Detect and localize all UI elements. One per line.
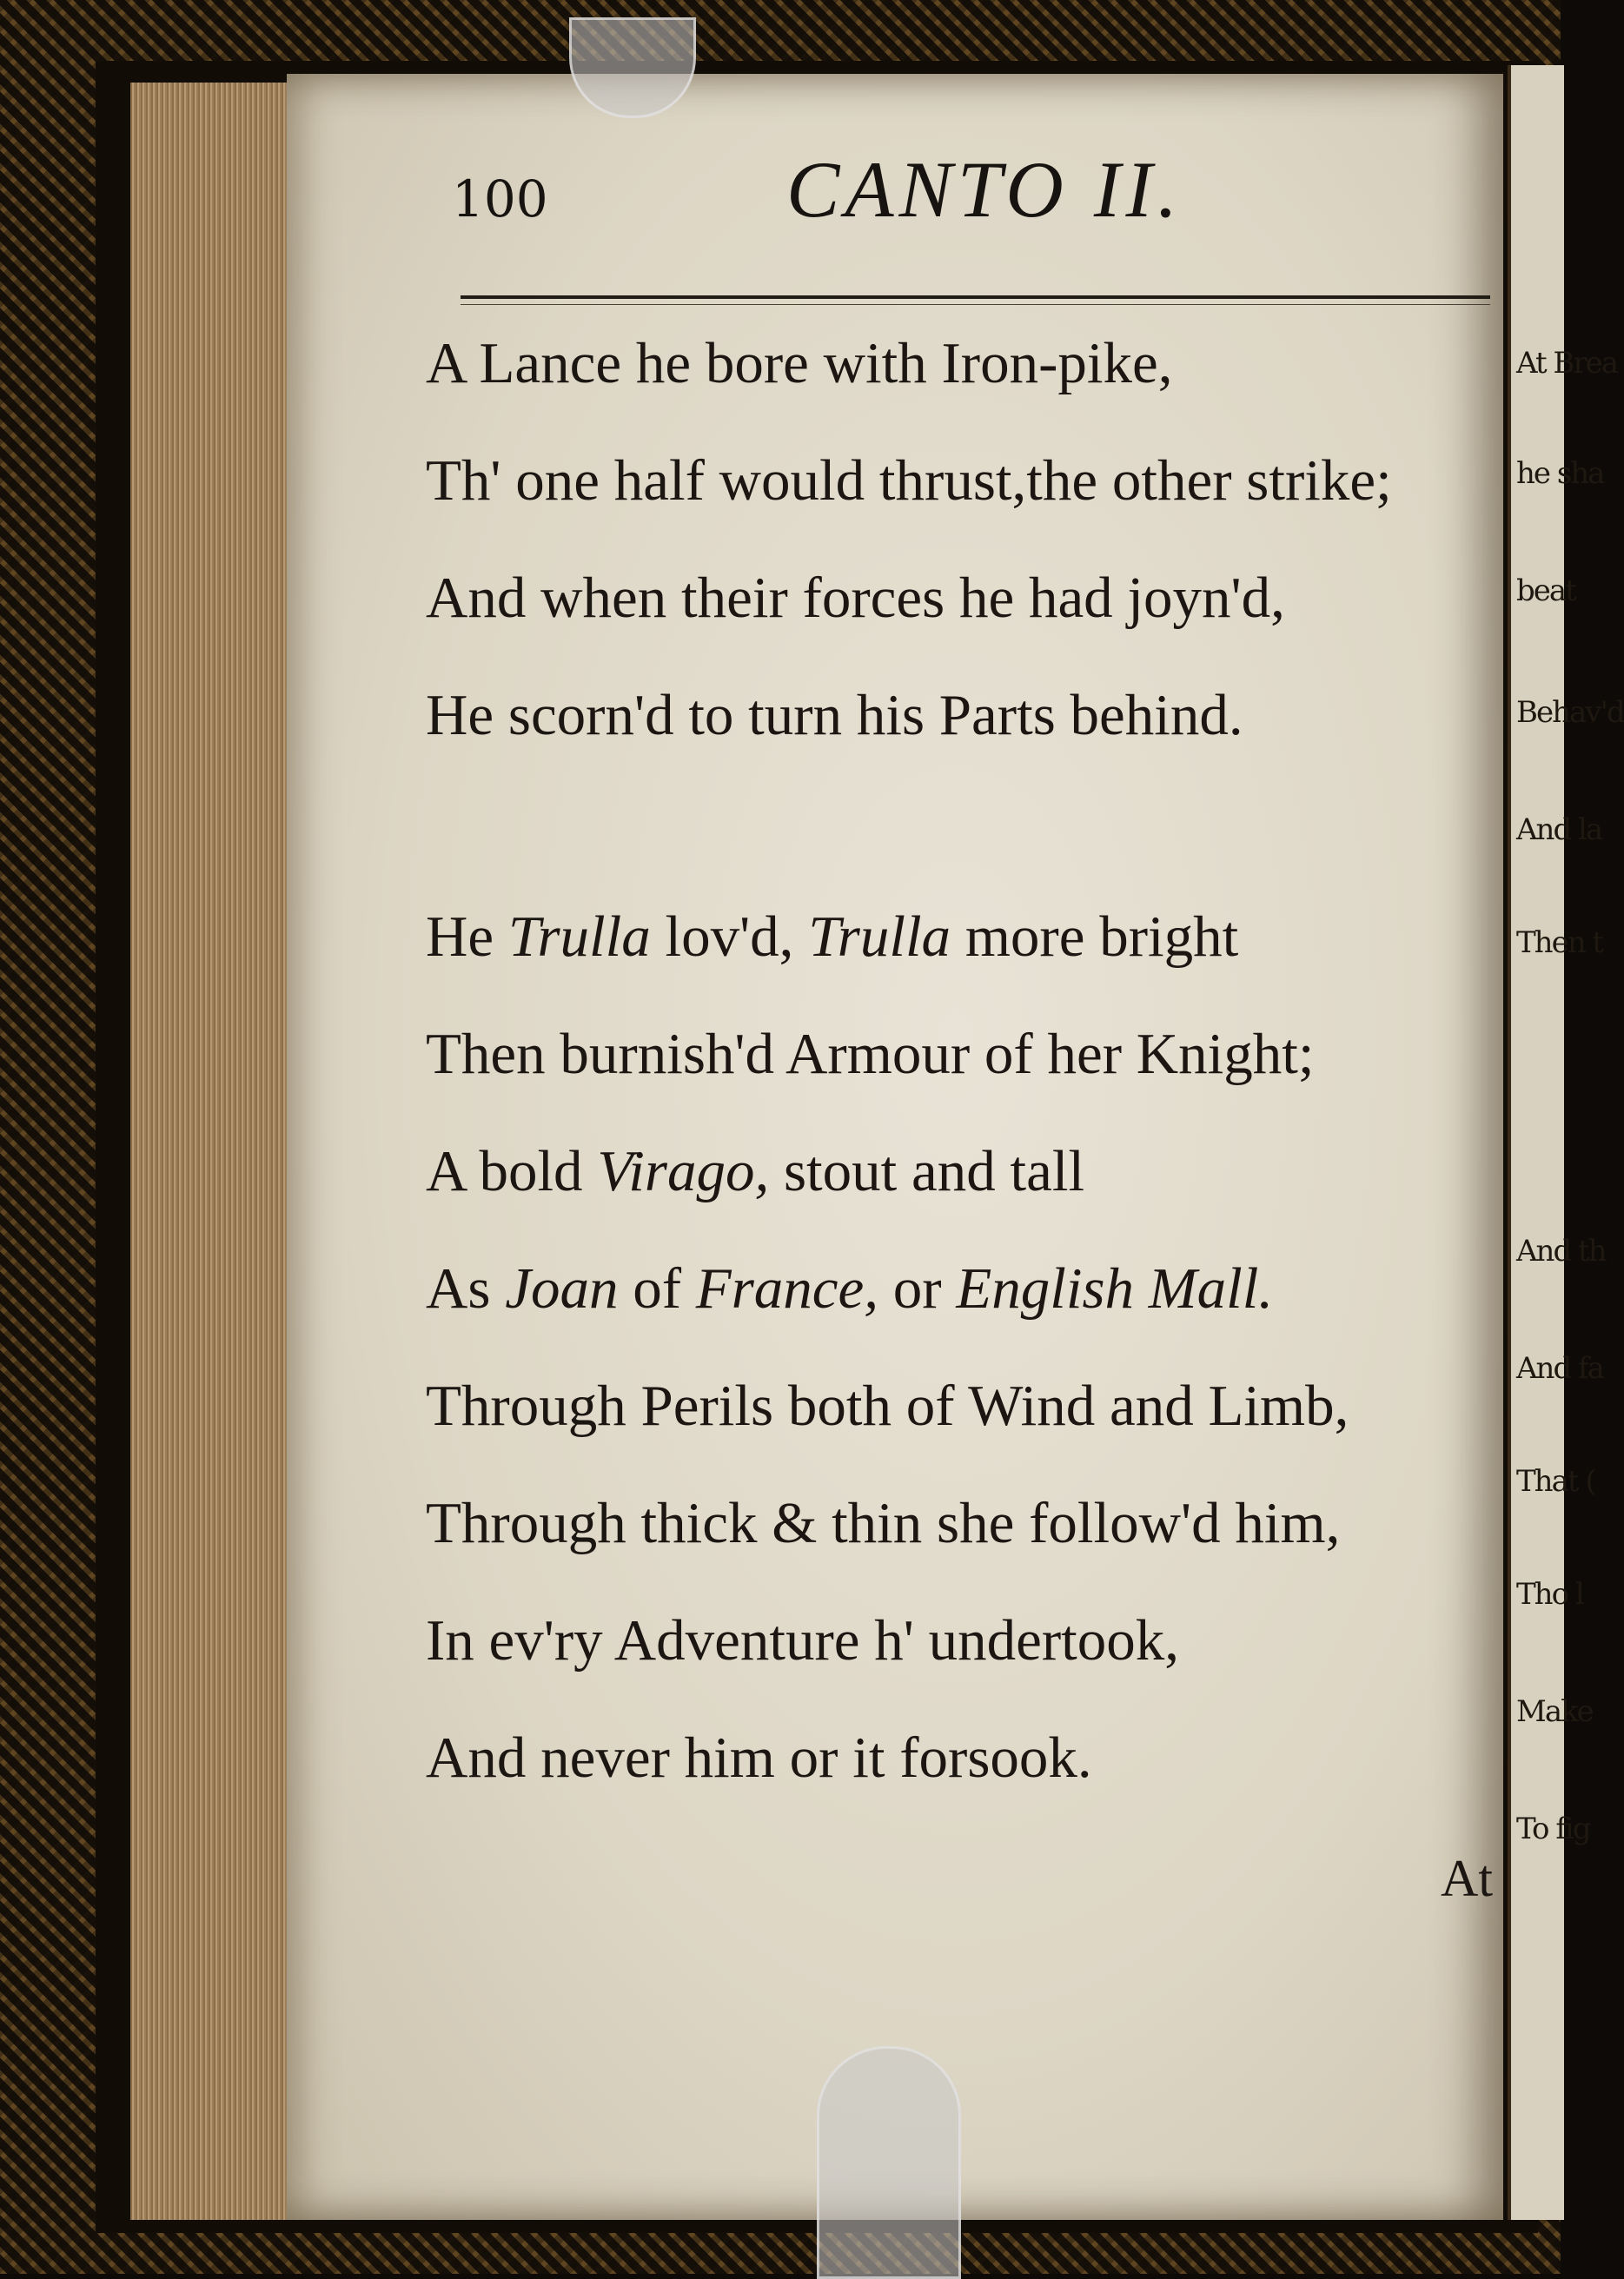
- italic-name: English Mall.: [956, 1256, 1274, 1321]
- next-page-fragment: beat: [1516, 573, 1575, 608]
- verse-line: Th' one half would thrust,the other strike;: [426, 448, 1392, 513]
- header-rule-thin: [461, 304, 1490, 305]
- next-page-fragment: And fa: [1516, 1351, 1603, 1386]
- verse-line: He scorn'd to turn his Parts behind.: [426, 683, 1243, 747]
- verse-line: Through Perils both of Wind and Limb,: [426, 1374, 1349, 1438]
- line-text: As: [426, 1256, 506, 1321]
- next-page-fragment: At Brea: [1516, 346, 1618, 381]
- next-page-fragment: And la: [1516, 812, 1602, 847]
- line-text: lov'd,: [650, 904, 809, 969]
- header-rule: [461, 295, 1490, 299]
- verse-line: [426, 1138, 1084, 1205]
- next-page-fragment: he sha: [1516, 456, 1604, 491]
- verse-line: [426, 904, 1238, 971]
- catchword: At: [1441, 1850, 1493, 1907]
- page-header: [452, 143, 1477, 248]
- next-page-edge: [1508, 65, 1624, 2220]
- verse-line: In ev'ry Adventure h' undertook,: [426, 1608, 1180, 1673]
- next-page-fragment: Make: [1516, 1694, 1593, 1729]
- verse-line: And never him or it forsook.: [426, 1726, 1092, 1790]
- verse-line: And when their forces he had joyn'd,: [426, 566, 1285, 630]
- line-text: or: [878, 1256, 957, 1321]
- next-page-fragment: And th: [1516, 1234, 1606, 1269]
- italic-name: France,: [695, 1256, 879, 1321]
- page-edges: [130, 83, 293, 2220]
- line-text: of: [618, 1256, 696, 1321]
- next-page-fragment: Behav'd: [1516, 695, 1624, 730]
- next-page-fragment: Tho l: [1516, 1577, 1583, 1612]
- next-page-fragment: Then t: [1516, 925, 1603, 960]
- line-text: A bold: [426, 1139, 598, 1203]
- verse-line: Through thick & thin she follow'd him,: [426, 1491, 1341, 1555]
- verse-line: Then burnish'd Armour of her Knight;: [426, 1022, 1315, 1086]
- line-text: stout and tall: [769, 1139, 1085, 1203]
- line-text: He: [426, 904, 508, 969]
- page-clip-bottom: [817, 2046, 961, 2279]
- page-number: 100: [452, 169, 548, 229]
- italic-name: Virago,: [597, 1139, 770, 1203]
- italic-name: Trulla: [808, 904, 951, 969]
- next-page-fragment: That (: [1516, 1464, 1595, 1499]
- verse-line: [426, 1255, 1273, 1322]
- next-page-fragment: To fig: [1516, 1812, 1590, 1846]
- running-title: CANTO II.: [786, 145, 1183, 234]
- verse-line: A Lance he bore with Iron-pike,: [426, 331, 1173, 395]
- line-text: more bright: [951, 904, 1239, 969]
- italic-name: Joan: [505, 1256, 619, 1321]
- italic-name: Trulla: [507, 904, 651, 969]
